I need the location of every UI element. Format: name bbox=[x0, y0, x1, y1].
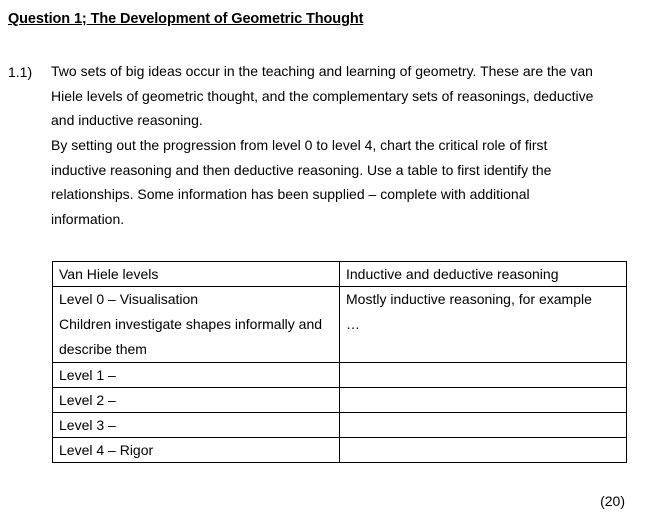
level-1-cell: Level 1 – bbox=[53, 363, 340, 388]
table-row-level-4 bbox=[53, 438, 627, 463]
table-header-row bbox=[53, 262, 627, 287]
paragraph-line: By setting out the progression from level 0 to level 4, chart the critical role of first bbox=[51, 137, 548, 153]
level-0-title: Level 0 – Visualisation bbox=[59, 291, 199, 307]
level-4-reasoning-cell bbox=[340, 438, 627, 463]
question-paragraph-2 bbox=[51, 133, 641, 231]
level-0-desc-line: Children investigate shapes informally and bbox=[59, 316, 323, 332]
paragraph-line: inductive reasoning and then deductive reasoning. Use a table to first identify the bbox=[51, 161, 552, 178]
level-3-reasoning-cell bbox=[340, 413, 627, 438]
level-0-desc-line: describe them bbox=[59, 341, 147, 357]
level-3-cell: Level 3 – bbox=[53, 413, 340, 438]
paragraph-line: information. bbox=[51, 210, 125, 227]
question-heading: Question 1; The Development of Geometric Thought bbox=[8, 11, 364, 27]
level-1-reasoning-cell bbox=[340, 363, 627, 388]
table-row-level-2 bbox=[53, 388, 627, 413]
van-hiele-table bbox=[52, 261, 627, 463]
table-row-level-0 bbox=[53, 287, 627, 363]
paragraph-line: relationships. Some information has been supplied – complete with additional bbox=[51, 186, 530, 202]
question-paragraph-1 bbox=[51, 59, 641, 133]
level-2-cell: Level 2 – bbox=[53, 388, 340, 413]
paragraph-line: Hiele levels of geometric thought, and the complementary sets of reasonings, deductive bbox=[51, 87, 594, 104]
paragraph-line: and inductive reasoning. bbox=[51, 112, 203, 128]
level-0-reasoning-line: Mostly inductive reasoning, for example bbox=[346, 291, 592, 307]
level-2-reasoning-cell bbox=[340, 388, 627, 413]
paragraph-line: Two sets of big ideas occur in the teaching and learning of geometry. These are the van bbox=[51, 63, 593, 79]
level-0-cell bbox=[53, 287, 340, 363]
table-row-level-1 bbox=[53, 363, 627, 388]
table-row-level-3 bbox=[53, 413, 627, 438]
marks-total: (20) bbox=[600, 493, 625, 509]
level-0-reasoning-line: … bbox=[346, 316, 360, 332]
header-van-hiele-levels: Van Hiele levels bbox=[53, 262, 340, 287]
question-number: 1.1) bbox=[8, 64, 33, 80]
header-reasoning: Inductive and deductive reasoning bbox=[340, 262, 627, 287]
level-0-reasoning-cell bbox=[340, 287, 627, 363]
level-4-cell: Level 4 – Rigor bbox=[53, 438, 340, 463]
